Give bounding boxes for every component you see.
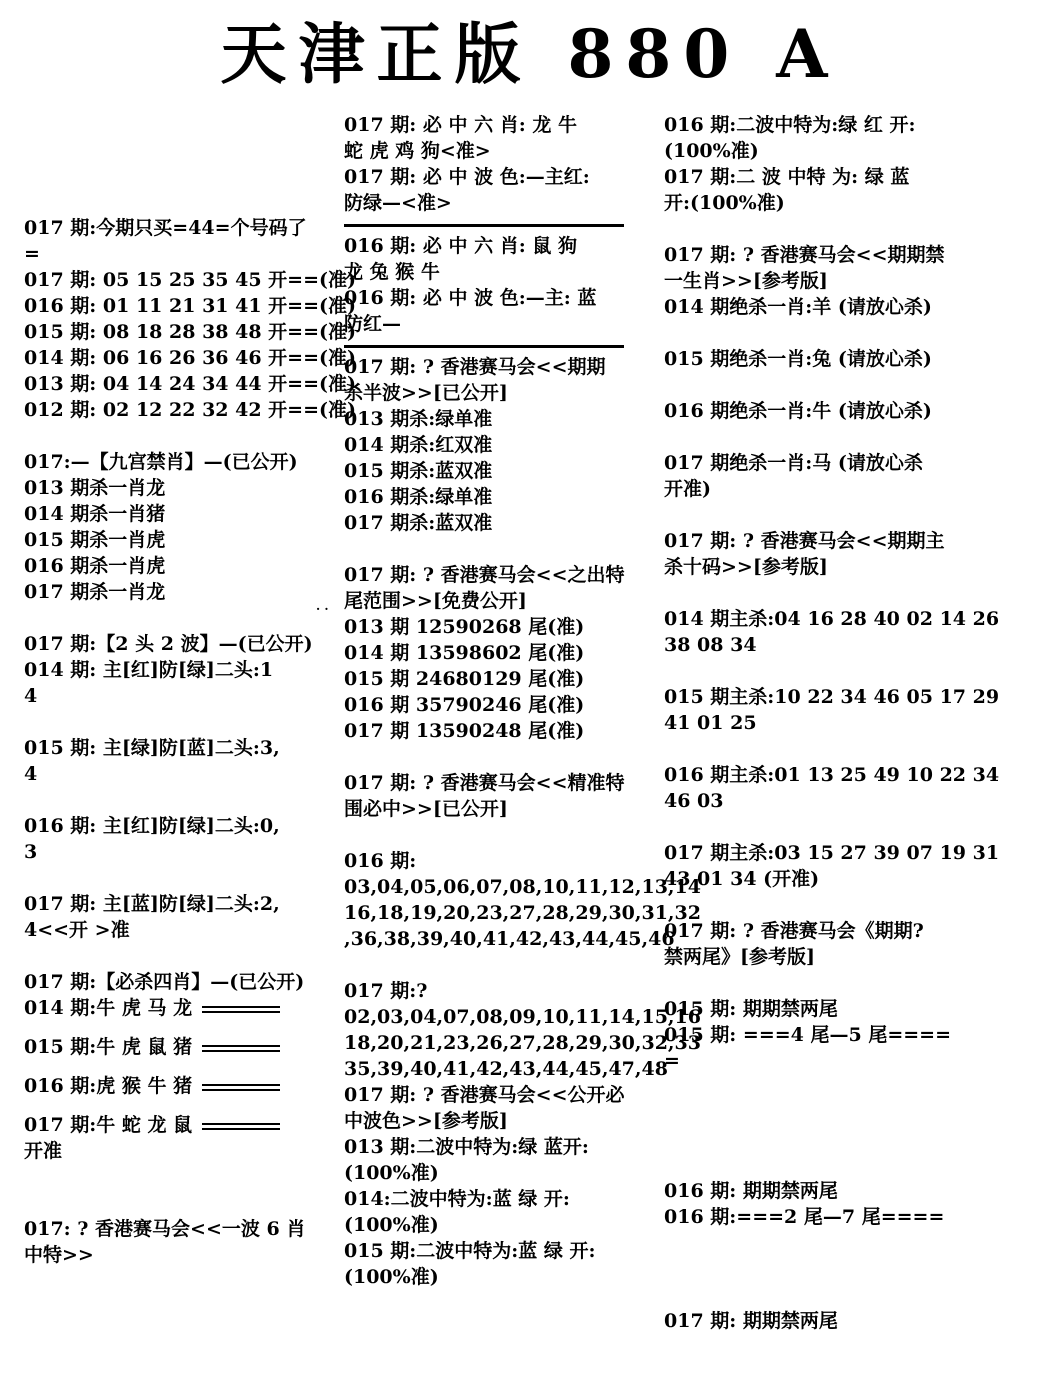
kill4-row: [24, 1034, 309, 1060]
text-line: 43 01 34 (开准): [664, 868, 820, 890]
block-017-heads: [24, 891, 309, 943]
page-title: 天津正版 880 A: [220, 15, 840, 93]
block-ten-codes: [664, 528, 949, 580]
block-two-wave: [664, 112, 949, 216]
block-ban-two-tails: [664, 918, 949, 970]
text-line: 017 期:【必杀四肖】—(已公开): [24, 971, 305, 993]
kill4-text: 017 期:牛 蛇 龙 鼠: [24, 1114, 193, 1136]
text-line: 016 期: 必 中 波 色:—主: 蓝: [344, 287, 597, 309]
block-nine-palace: [24, 449, 309, 605]
text-line: 017 期绝杀一肖:马 (请放心杀: [664, 452, 923, 474]
text-line: 015 期主杀:10 22 34 46 05 17 29: [664, 686, 1000, 708]
text-line: 开准: [24, 1140, 63, 1162]
text-line: 017 期: 必 中 波 色:—主红:: [344, 166, 590, 188]
text-line: 017 期: ? 香港赛马会《期期?: [664, 920, 924, 942]
text-line: 杀半波>>[已公开]: [344, 382, 508, 404]
text-line: 开准): [664, 478, 711, 500]
kill4-text: 016 期:虎 猴 牛 猪: [24, 1075, 193, 1097]
block-two-heads: [24, 631, 313, 709]
text-line: 014 期绝杀一肖:羊 (请放心杀): [664, 296, 932, 318]
text-line: 017: ? 香港赛马会<<一波 6 肖: [24, 1218, 306, 1240]
text-line: 46 03: [664, 790, 724, 812]
block-one-wave: [24, 1216, 309, 1268]
stray-dots: · ·: [316, 602, 329, 616]
text-line: =: [664, 1050, 680, 1072]
text-line: 015 期 24680129 尾(准): [344, 668, 585, 690]
text-line: 016 期绝杀一肖:牛 (请放心杀): [664, 400, 932, 422]
text-line: 014 期: 06 16 26 36 46 开==(准): [24, 347, 356, 369]
text-line: 014:二波中特为:蓝 绿 开:: [344, 1188, 570, 1210]
block-017-main-kill: [664, 840, 1000, 892]
text-line: 016 期: 期期禁两尾: [664, 1180, 838, 1202]
left-column: [24, 215, 356, 1268]
text-line: 017 期:今期只买=44=个号码了: [24, 217, 307, 239]
block-015-tails: [664, 996, 952, 1074]
text-line: =: [24, 243, 40, 265]
text-line: 围必中>>[已公开]: [344, 798, 508, 820]
block-016-kill: [664, 398, 949, 424]
text-line: 4: [24, 685, 38, 707]
text-line: 017 期 13590248 尾(准): [344, 720, 585, 742]
text-line: 013 期 12590268 尾(准): [344, 616, 585, 638]
text-line: 013 期: 04 14 24 34 44 开==(准): [24, 373, 356, 395]
block-precise-range: [344, 770, 626, 822]
block-ban-zodiac: [664, 242, 949, 320]
kill4-text: 015 期:牛 虎 鼠 猪: [24, 1036, 193, 1058]
text-line: 012 期: 02 12 22 32 42 开==(准): [24, 399, 356, 421]
text-line: ,36,38,39,40,41,42,43,44,45,46: [344, 928, 675, 950]
text-line: 017 期:【2 头 2 波】—(已公开): [24, 633, 313, 655]
text-line: 4<<开 >准: [24, 919, 130, 941]
text-line: 016 期杀:绿单准: [344, 486, 493, 508]
text-line: 18,20,21,23,26,27,28,29,30,32,33: [344, 1032, 701, 1054]
text-line: (100%准): [344, 1214, 439, 1236]
text-line: 防绿—<准>: [344, 192, 452, 214]
text-line: 014 期: 主[红]防[绿]二头:1: [24, 659, 274, 681]
text-line: 016 期杀一肖虎: [24, 555, 166, 577]
text-line: 中特>>: [24, 1244, 94, 1266]
text-line: 015 期杀:蓝双准: [344, 460, 493, 482]
block-016-tails: [664, 1178, 949, 1230]
text-line: 4: [24, 763, 38, 785]
kill4-text: 014 期:牛 虎 马 龙: [24, 997, 193, 1019]
text-line: (100%准): [344, 1162, 439, 1184]
text-line: 017 期: ? 香港赛马会<<期期禁: [664, 244, 945, 266]
text-line: 016 期: 主[红]防[绿]二头:0,: [24, 815, 280, 837]
text-line: 16,18,19,20,23,27,28,29,30,31,32: [344, 902, 701, 924]
text-line: 015 期: 08 18 28 38 48 开==(准): [24, 321, 356, 343]
block-015-heads: [24, 735, 309, 787]
text-line: 一生肖>>[参考版]: [664, 270, 828, 292]
right-column: [664, 112, 1000, 1334]
kill4-row: [24, 1073, 309, 1099]
block-44-numbers: [24, 215, 356, 423]
kill4-row: [24, 995, 309, 1021]
text-line: 龙 兔 猴 牛: [344, 261, 440, 283]
text-line: 016 期: 01 11 21 31 41 开==(准): [24, 295, 356, 317]
block-017-tails: [664, 1308, 949, 1334]
text-line: 014 期杀:红双准: [344, 434, 493, 456]
double-rule: [202, 1045, 280, 1052]
text-line: 016 期 35790246 尾(准): [344, 694, 585, 716]
text-line: (100%准): [664, 140, 759, 162]
text-line: 017 期:?: [344, 980, 428, 1002]
double-rule: [202, 1084, 280, 1091]
text-line: 015 期杀一肖虎: [24, 529, 166, 551]
double-rule: [202, 1123, 280, 1130]
text-line: 防红—: [344, 313, 402, 335]
block-016-six-zodiac: [344, 233, 626, 337]
text-line: 014 期主杀:04 16 28 40 02 14 26: [664, 608, 1000, 630]
text-line: 017 期杀一肖龙: [24, 581, 166, 603]
text-line: 016 期:二波中特为:绿 红 开:: [664, 114, 916, 136]
text-line: 017 期: ? 香港赛马会<<期期: [344, 356, 606, 378]
text-line: 015 期:二波中特为:蓝 绿 开:: [344, 1240, 596, 1262]
block-016-heads: [24, 813, 309, 865]
text-line: 017:—【九宫禁肖】—(已公开): [24, 451, 298, 473]
text-line: 017 期主杀:03 15 27 39 07 19 31: [664, 842, 1000, 864]
text-line: 017 期: 主[蓝]防[绿]二头:2,: [24, 893, 280, 915]
text-line: 017 期: 期期禁两尾: [664, 1310, 838, 1332]
block-016-numbers: [344, 848, 701, 952]
text-line: 015 期绝杀一肖:兔 (请放心杀): [664, 348, 932, 370]
block-017-six-zodiac: [344, 112, 626, 216]
block-014-main-kill: [664, 606, 1000, 658]
text-line: 013 期杀一肖龙: [24, 477, 166, 499]
text-line: 41 01 25: [664, 712, 757, 734]
text-line: 02,03,04,07,08,09,10,11,14,15,16: [344, 1006, 701, 1028]
text-line: 03,04,05,06,07,08,10,11,12,13,14: [344, 876, 701, 898]
block-kill-four: [24, 969, 309, 1164]
text-line: 017 期: ? 香港赛马会<<公开必: [344, 1084, 625, 1106]
text-line: 016 期: 必 中 六 肖: 鼠 狗: [344, 235, 577, 257]
divider: [344, 224, 624, 227]
block-half-wave: [344, 354, 626, 536]
text-line: 014 期杀一肖猪: [24, 503, 166, 525]
text-line: 015 期: 主[绿]防[蓝]二头:3,: [24, 737, 280, 759]
block-016-main-kill: [664, 762, 1000, 814]
block-017-numbers: [344, 978, 701, 1290]
text-line: 016 期:: [344, 850, 417, 872]
text-line: 013 期杀:绿单准: [344, 408, 493, 430]
text-line: 杀十码>>[参考版]: [664, 556, 828, 578]
text-line: 中波色>>[参考版]: [344, 1110, 508, 1132]
text-line: 017 期: ? 香港赛马会<<之出特: [344, 564, 625, 586]
text-line: 017 期杀:蓝双准: [344, 512, 493, 534]
text-line: 013 期:二波中特为:绿 蓝开:: [344, 1136, 589, 1158]
text-line: 015 期: 期期禁两尾: [664, 998, 838, 1020]
text-line: 017 期: 05 15 25 35 45 开==(准): [24, 269, 356, 291]
kill4-row: [24, 1112, 309, 1138]
text-line: 016 期主杀:01 13 25 49 10 22 34: [664, 764, 1000, 786]
text-line: 014 期 13598602 尾(准): [344, 642, 585, 664]
double-rule: [202, 1006, 280, 1013]
text-line: 017 期: 必 中 六 肖: 龙 牛: [344, 114, 577, 136]
block-015-main-kill: [664, 684, 1000, 736]
text-line: 016 期:===2 尾—7 尾====: [664, 1206, 945, 1228]
text-line: 38 08 34: [664, 634, 757, 656]
divider: [344, 345, 624, 348]
text-line: 015 期: ===4 尾—5 尾====: [664, 1024, 952, 1046]
text-line: 3: [24, 841, 38, 863]
text-line: (100%准): [344, 1266, 439, 1288]
text-line: 35,39,40,41,42,43,44,45,47,48: [344, 1058, 668, 1080]
block-015-kill: [664, 346, 949, 372]
block-tail-range: [344, 562, 626, 744]
text-line: 禁两尾》[参考版]: [664, 946, 815, 968]
text-line: 017 期: ? 香港赛马会<<期期主: [664, 530, 945, 552]
text-line: 017 期:二 波 中特 为: 绿 蓝: [664, 166, 910, 188]
text-line: 尾范围>>[免费公开]: [344, 590, 527, 612]
text-line: 开:(100%准): [664, 192, 785, 214]
block-017-kill: [664, 450, 949, 502]
text-line: 017 期: ? 香港赛马会<<精准特: [344, 772, 625, 794]
text-line: 蛇 虎 鸡 狗<准>: [344, 140, 491, 162]
